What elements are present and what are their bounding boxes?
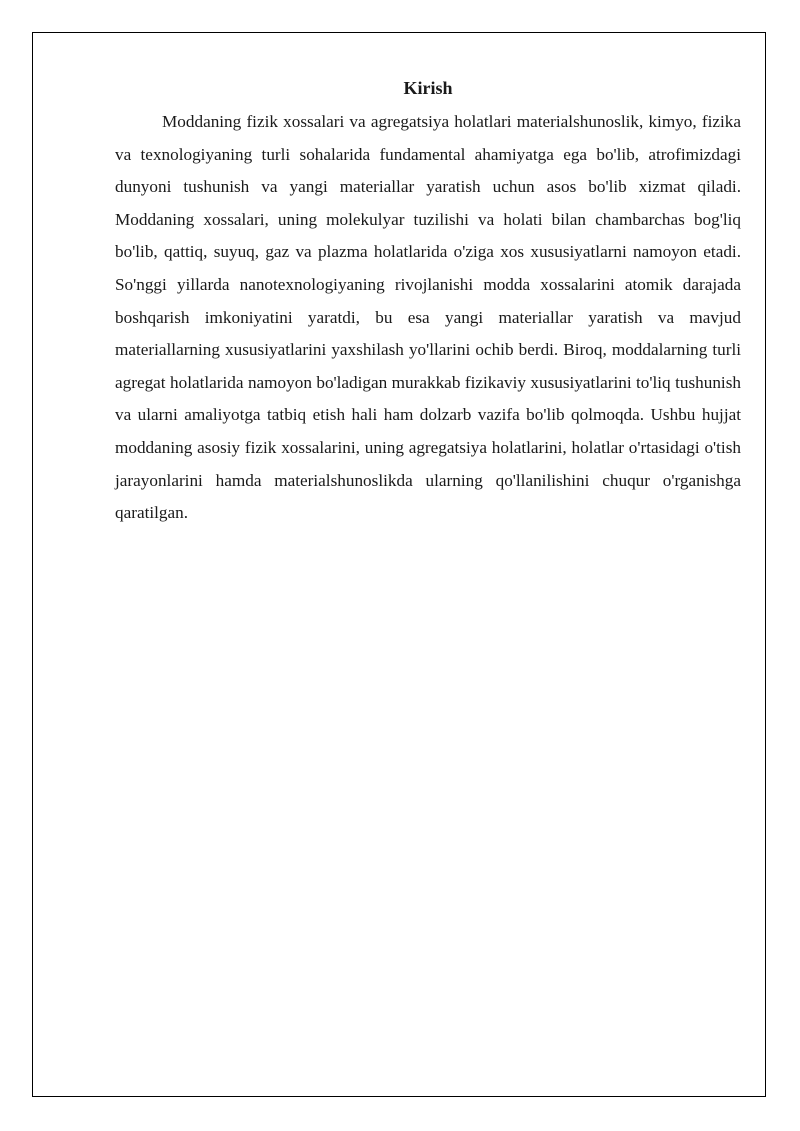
intro-paragraph: Moddaning fizik xossalari va agregatsiya holatlari materialshunoslik, kimyo, fizika va texnologiyaning turli sohalarida fundamental ahamiyatga ega bo'lib, atrofimizdagi dunyoni tushunish va yangi materiallar yaratish uchun asos bo'lib xizmat qiladi. Moddaning xossalari, uning molekulyar tuzilishi va holati bilan chambarchas bog'liq bo'lib, qattiq, suyuq, gaz va plazma holatlarida o'ziga xos xususiyatlarni namoyon etadi. So'nggi yillarda nanotexnologiyaning rivojlanishi modda xossalarini atomik darajada boshqarish imkoniyatini yaratdi, bu esa yangi materiallar yaratish va mavjud materiallarning xususiyatlarini yaxshilash yo'llarini ochib berdi. Biroq, moddalarning turli agregat holatlarida namoyon bo'ladigan murakkab fizikaviy xususiyatlarini to'liq tushunish va ularni amaliyotga tatbiq etish hali ham dolzarb vazifa bo'lib qolmoqda. Ushbu hujjat moddaning asosiy fizik xossalarini, uning agregatsiya holatlarini, holatlar o'rtasidagi o'tish jarayonlarini hamda materialshunoslikda ularning qo'llanilishini chuqur o'rganishga qaratilgan.	[115, 112, 741, 523]
section-title: Kirish	[403, 78, 453, 98]
document-content	[115, 74, 741, 530]
